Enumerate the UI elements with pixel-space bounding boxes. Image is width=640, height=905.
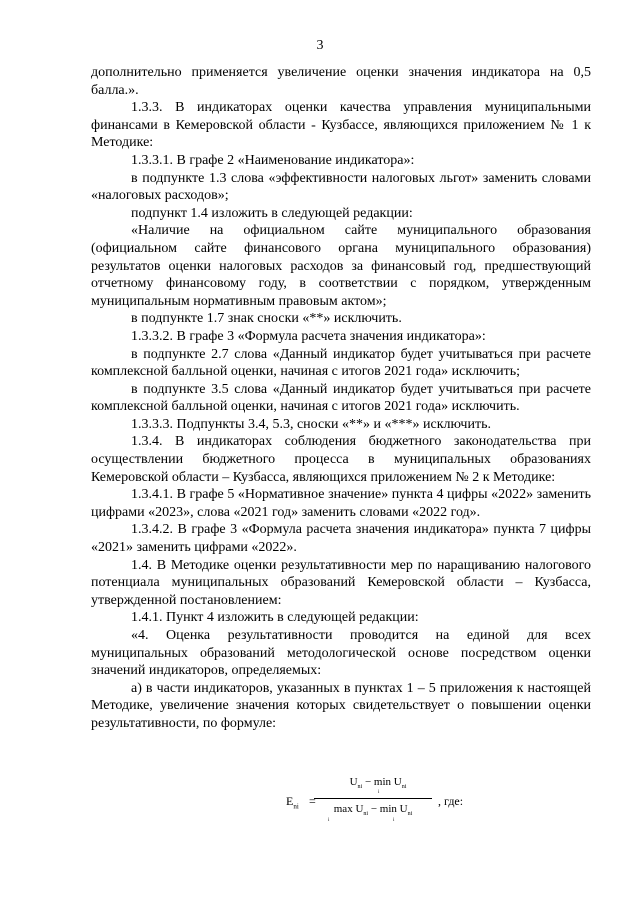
- fraction-bar: [314, 798, 432, 799]
- formula-equals: =: [309, 794, 316, 808]
- page-number: 3: [316, 38, 324, 53]
- paragraph: 1.3.4.2. В графе 3 «Формула расчета значения индикатора» пункта 7 цифры «2021» заменить цифрами «2022».: [91, 522, 591, 556]
- paragraph: в подпункте 1.7 знак сноски «**» исключить.: [131, 311, 402, 327]
- paragraph: 1.3.4.1. В графе 5 «Нормативное значение» пункта 4 цифры «2022» заменить цифрами «2023», слова «2021 год» заменить словами «2022 год».: [91, 487, 591, 520]
- paragraph: 1.3.3.2. В графе 3 «Формула расчета значения индикатора»:: [131, 328, 486, 344]
- paragraph: дополнительно применяется увеличение оценки значения индикатора на 0,5 балла.».: [91, 65, 591, 98]
- paragraph: 1.3.4. В индикаторах соблюдения бюджетного законодательства при осуществлении бюджетного процесса в муниципальных образованиях Кемеровской области – Кузбасса, являющихся приложением № 2 к Методике:: [91, 434, 591, 485]
- paragraph: в подпункте 2.7 слова «Данный индикатор будет учитываться при расчете комплексной балльной оценки, начиная с итогов 2021 года» исключить;: [91, 346, 591, 380]
- document-body: [91, 64, 591, 733]
- paragraph: а) в части индикаторов, указанных в пунктах 1 – 5 приложения к настоящей Методике, увеличение значения которых свидетельствует о повышении оценки результативности, по формуле:: [91, 680, 591, 731]
- formula-numerator-index: i: [378, 790, 380, 795]
- paragraph: подпункт 1.4 изложить в следующей редакции:: [131, 205, 413, 221]
- paragraph: в подпункте 3.5 слова «Данный индикатор будет учитываться при расчете комплексной балльной оценки, начиная с итогов 2021 года» исключить.: [91, 381, 591, 415]
- paragraph: 1.4. В Методике оценки результативности мер по наращиванию налогового потенциала муниципальных образований Кемеровской области – Кузбасса, утвержденной постановлением:: [91, 557, 591, 608]
- paragraph: «Наличие на официальном сайте муниципального образования (официальном сайте финансового органа муниципального образования) результатов оценки налоговых расходов за финансовый год, предшествующий отчетному финансовому году, в соответствии с порядком, утвержденным муниципальным нормативным правовым актом»;: [91, 223, 591, 309]
- paragraph: 1.3.3.3. Подпункты 3.4, 5.3, сноски «**» и «***» исключить.: [131, 416, 491, 432]
- formula-numerator: $U_{ni} - \min U_{ni}$: [349, 776, 407, 791]
- formula-tail: , где:: [438, 794, 464, 808]
- formula-denominator-index-max: i: [328, 818, 330, 823]
- paragraph: «4. Оценка результативности проводится на единой для всех муниципальных образований методологической основе посредством оценки значений индикаторов, определяемых:: [91, 628, 591, 679]
- paragraph: 1.4.1. Пункт 4 изложить в следующей редакции:: [131, 610, 419, 626]
- paragraph: в подпункте 1.3 слова «эффективности налоговых льгот» заменить словами «налоговых расходов»;: [91, 170, 591, 204]
- formula-denominator: $\max U_{ni} - \min U_{ni}$: [333, 803, 413, 818]
- formula: [270, 776, 470, 826]
- formula-lhs: $E_{ni}$: [286, 794, 299, 811]
- paragraph: 1.3.3. В индикаторах оценки качества управления муниципальными финансами в Кемеровской области - Кузбассе, являющихся приложением № 1 к Методике:: [91, 100, 591, 151]
- formula-denominator-index-min: i: [393, 818, 395, 823]
- paragraph: 1.3.3.1. В графе 2 «Наименование индикатора»:: [131, 152, 415, 168]
